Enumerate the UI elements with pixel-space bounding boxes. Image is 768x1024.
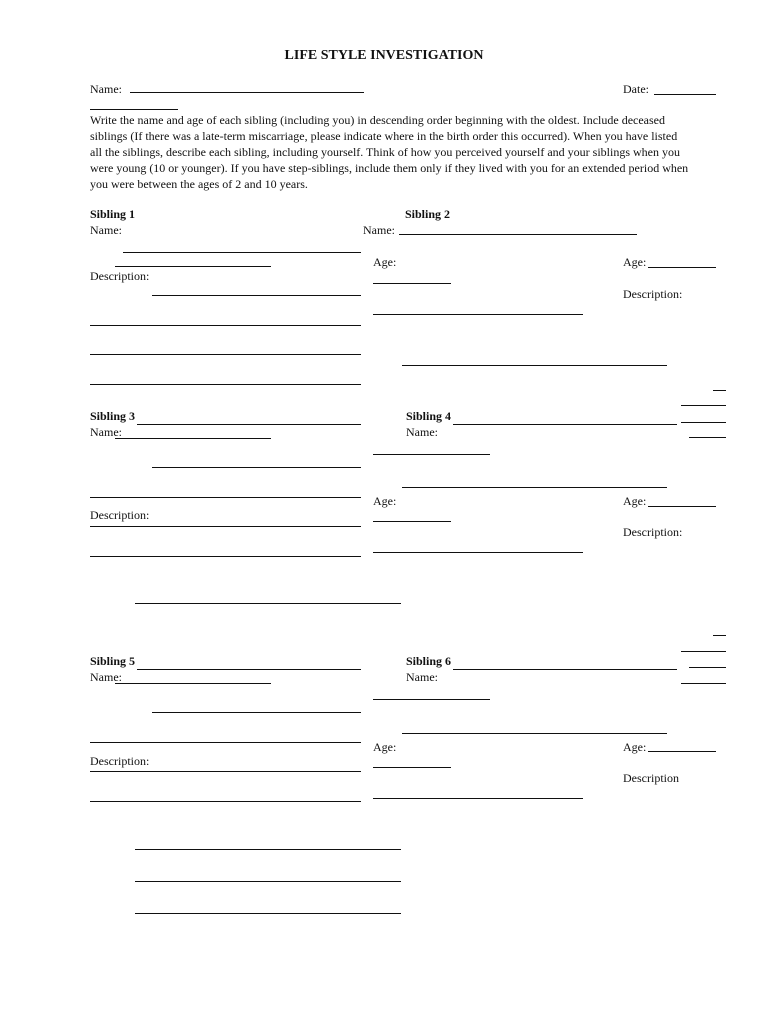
sibling-5-description-line[interactable] bbox=[90, 801, 361, 802]
sibling-2-age2-field[interactable] bbox=[648, 267, 716, 268]
sibling-1-description-line[interactable] bbox=[90, 384, 361, 385]
sibling-6-heading: Sibling 6 bbox=[406, 654, 452, 668]
sibling-4-description-line[interactable] bbox=[373, 552, 583, 553]
sibling-2-description-line[interactable] bbox=[681, 422, 726, 423]
sibling-4-description-line[interactable] bbox=[689, 667, 726, 668]
sibling-4-name-line[interactable] bbox=[402, 487, 667, 488]
sibling-2-description-label: Description: bbox=[623, 287, 683, 301]
sibling-3-name-label: Name: bbox=[90, 425, 122, 439]
name-label: Name: bbox=[90, 82, 122, 96]
sibling-6-name-field[interactable] bbox=[373, 699, 490, 700]
sibling-4-age-label: Age: bbox=[373, 494, 397, 508]
sibling-6-description-line[interactable] bbox=[135, 881, 401, 882]
sibling-1-name-label: Name: bbox=[90, 223, 122, 237]
sibling-6-age-field[interactable] bbox=[373, 767, 451, 768]
sibling-2-description-line[interactable] bbox=[402, 365, 667, 366]
sibling-4-description-line[interactable] bbox=[135, 603, 401, 604]
sibling-1-heading: Sibling 1 bbox=[90, 207, 136, 221]
date-label: Date: bbox=[623, 82, 649, 96]
sibling-3-description-line[interactable] bbox=[90, 556, 361, 557]
sibling-1-description-line[interactable] bbox=[90, 354, 361, 355]
sibling-6-age-label: Age: bbox=[373, 740, 397, 754]
sibling-4-description-line[interactable] bbox=[681, 683, 726, 684]
sibling-5-heading: Sibling 5 bbox=[90, 654, 136, 668]
sibling-2-age2-label: Age: bbox=[623, 255, 647, 269]
sibling-6-description-line[interactable] bbox=[373, 798, 583, 799]
sibling-4-age2-label: Age: bbox=[623, 494, 647, 508]
sibling-5-description-label: Description: bbox=[90, 754, 150, 768]
sibling-2-description-line[interactable] bbox=[681, 405, 726, 406]
sibling-6-name-label: Name: bbox=[406, 670, 438, 684]
sibling-4-heading: Sibling 4 bbox=[406, 409, 452, 423]
sibling-6-description-line[interactable] bbox=[135, 849, 401, 850]
sibling-6-description-line[interactable] bbox=[135, 913, 401, 914]
sibling-5-description-line[interactable] bbox=[90, 742, 361, 743]
sibling-6-age2-field[interactable] bbox=[648, 751, 716, 752]
sibling-3-age-field[interactable] bbox=[152, 467, 361, 468]
sibling-1-description-label: Description: bbox=[90, 269, 150, 283]
sibling-6-heading-line[interactable] bbox=[453, 669, 677, 670]
sibling-6-age2-label: Age: bbox=[623, 740, 647, 754]
sibling-4-description-line[interactable] bbox=[713, 635, 726, 636]
sibling-5-name-field[interactable] bbox=[115, 683, 271, 684]
sibling-2-age-label: Age: bbox=[373, 255, 397, 269]
sibling-2-description-line[interactable] bbox=[373, 314, 583, 315]
sibling-5-heading-line[interactable] bbox=[137, 669, 361, 670]
sibling-2-name-label: Name: bbox=[363, 223, 395, 237]
sibling-5-description-line[interactable] bbox=[90, 771, 361, 772]
document-title: LIFE STYLE INVESTIGATION bbox=[284, 48, 484, 63]
sibling-2-age-field[interactable] bbox=[373, 283, 451, 284]
sibling-4-heading-line[interactable] bbox=[453, 424, 677, 425]
sibling-3-name-field[interactable] bbox=[115, 438, 271, 439]
sibling-1-description-line[interactable] bbox=[90, 325, 361, 326]
sibling-2-description-line[interactable] bbox=[689, 437, 726, 438]
sibling-3-description-label: Description: bbox=[90, 508, 150, 522]
sibling-1-description-line[interactable] bbox=[152, 295, 361, 296]
sibling-3-description-line[interactable] bbox=[90, 526, 361, 527]
sibling-4-description-label: Description: bbox=[623, 525, 683, 539]
sibling-2-description-line[interactable] bbox=[713, 390, 726, 391]
date-field[interactable] bbox=[654, 94, 716, 95]
sibling-3-heading: Sibling 3 bbox=[90, 409, 136, 423]
sibling-5-name-label: Name: bbox=[90, 670, 122, 684]
instructions-paragraph: Write the name and age of each sibling (including you) in descending order beginning with the oldest. Include deceased siblings (If there was a late-term miscarriage, please indicate where in the birth order this occurred). When you have listed all the siblings, describe each sibling, including yourself. Think of how you perceived yourself and your siblings when you were young (10 or younger). If you have step-siblings, include them only if they lived with you for an extended period when you were between the ages of 2 and 10 years. bbox=[90, 113, 689, 191]
name-field[interactable] bbox=[130, 92, 364, 93]
date-field-continuation[interactable] bbox=[90, 109, 178, 110]
sibling-4-name-field[interactable] bbox=[373, 454, 490, 455]
sibling-1-name-field[interactable] bbox=[123, 252, 361, 253]
sibling-4-age2-field[interactable] bbox=[648, 506, 716, 507]
sibling-4-name-label: Name: bbox=[406, 425, 438, 439]
sibling-4-age-field[interactable] bbox=[373, 521, 451, 522]
sibling-5-age-field[interactable] bbox=[152, 712, 361, 713]
sibling-3-heading-line[interactable] bbox=[137, 424, 361, 425]
sibling-1-age-field[interactable] bbox=[115, 266, 271, 267]
sibling-3-description-line[interactable] bbox=[90, 497, 361, 498]
sibling-4-description-line[interactable] bbox=[681, 651, 726, 652]
sibling-6-description-label: Description bbox=[623, 771, 679, 785]
sibling-6-name-line[interactable] bbox=[402, 733, 667, 734]
sibling-2-heading: Sibling 2 bbox=[405, 207, 451, 221]
sibling-2-name-field[interactable] bbox=[399, 234, 637, 235]
